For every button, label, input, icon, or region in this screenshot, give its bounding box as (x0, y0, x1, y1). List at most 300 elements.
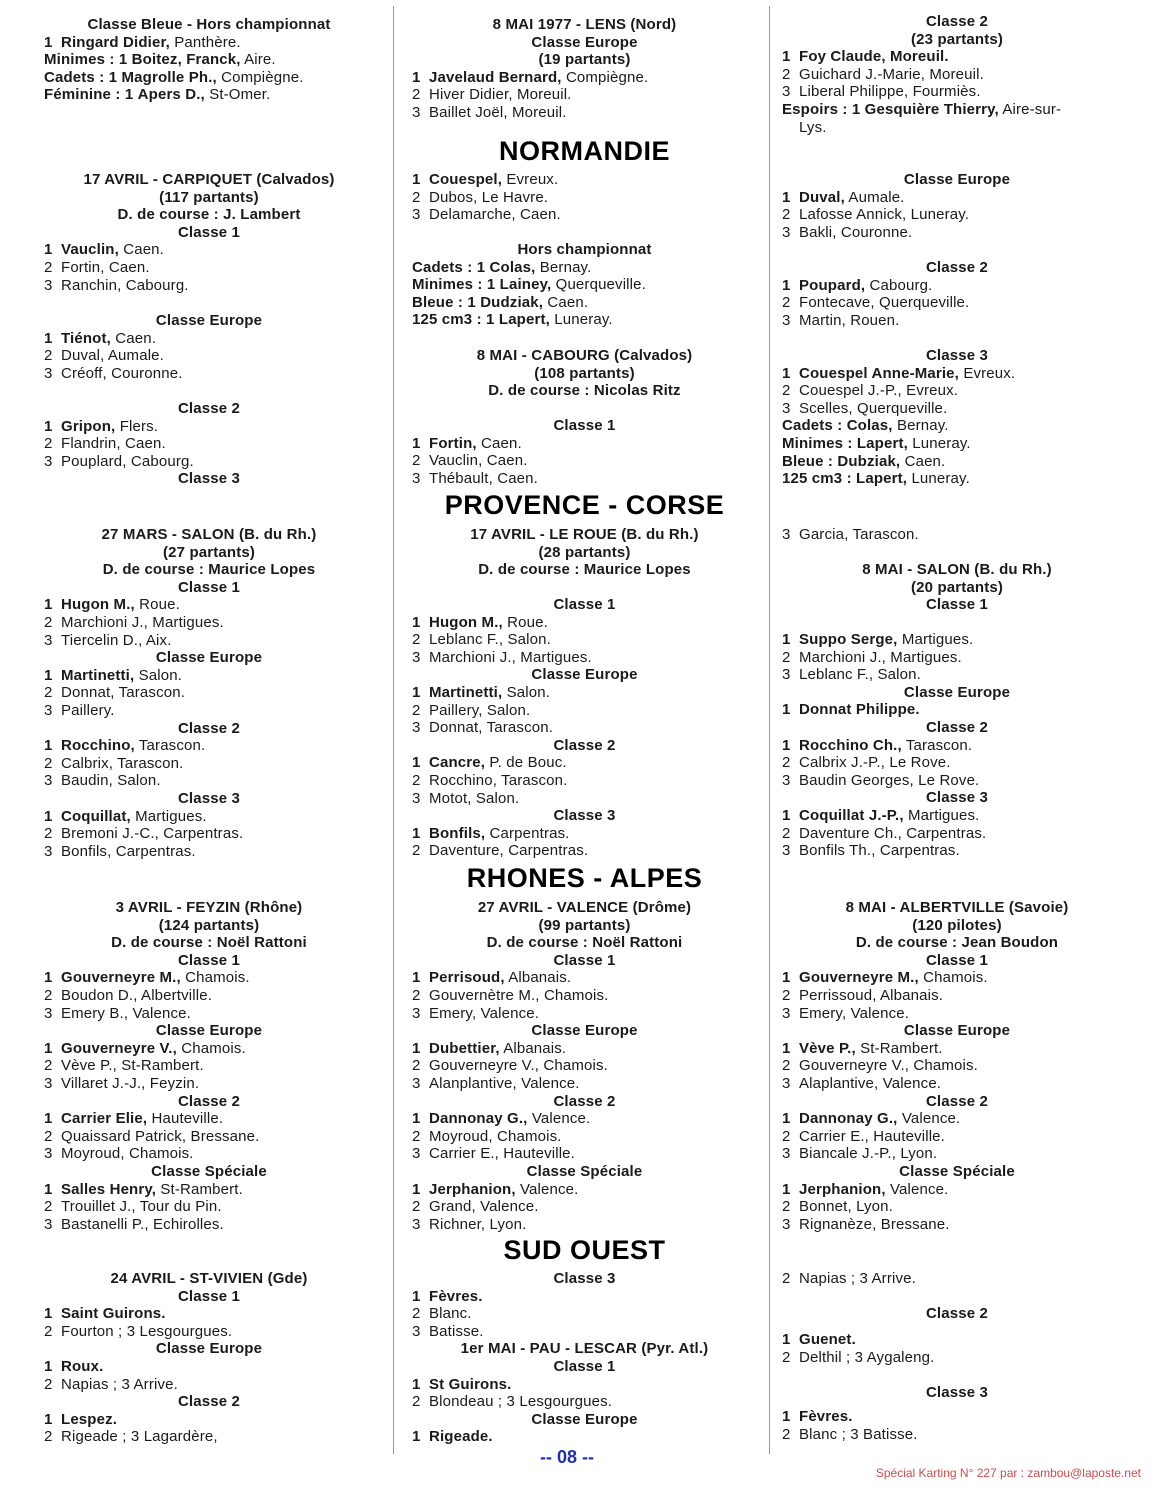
rank-number: 2 (782, 294, 791, 312)
rank-number: 1 (782, 1331, 791, 1348)
rank-number: 2 (782, 754, 791, 772)
result-row (782, 1426, 1132, 1444)
result-row (412, 1145, 757, 1163)
category-label: Espoirs : 1 (782, 100, 861, 118)
result-row (412, 987, 757, 1005)
rank-number: 1 (412, 1110, 421, 1128)
result-row (44, 684, 374, 702)
class-heading: Classe Europe (155, 649, 263, 667)
class-heading: Classe 2 (925, 1305, 989, 1322)
result-row (782, 453, 1132, 471)
category-label: Bleue : Dubziak, (782, 452, 901, 470)
driver-club: Donnat, Tarascon. (61, 684, 186, 702)
class-heading: 24 AVRIL - ST-VIVIEN (Gde) (110, 1270, 308, 1287)
result-row (44, 755, 374, 773)
class-heading: Classe 1 (553, 1357, 616, 1375)
rank-number: 1 (782, 806, 791, 824)
driver-name: Fèvres. (429, 1287, 483, 1305)
driver-club: Caen. (904, 452, 946, 470)
result-row (412, 276, 757, 294)
driver-name: Gesquière Thierry, (864, 100, 999, 118)
result-row (412, 754, 757, 772)
rank-number: 1 (412, 969, 421, 987)
driver-club: Dubos, Le Havre. (429, 188, 549, 206)
result-row (782, 1216, 1132, 1234)
driver-club: Thébault, Caen. (429, 469, 538, 487)
result-row (782, 631, 1132, 649)
result-row (782, 987, 1132, 1005)
rank-number: 1 (782, 969, 791, 987)
result-row (44, 418, 374, 436)
rank-number: 3 (782, 311, 791, 329)
driver-club: Compiègne. (565, 68, 649, 86)
driver-club: Gouverneyre V., Chamois. (429, 1057, 608, 1075)
class-heading: Classe 1 (177, 1287, 241, 1305)
rank-number: 1 (782, 736, 791, 754)
class-heading: Classe 2 (925, 1092, 989, 1110)
driver-name: Gripon, (61, 417, 116, 435)
result-block (412, 417, 757, 487)
result-row (782, 701, 1132, 719)
driver-club: P. de Bouc. (489, 754, 567, 772)
rank-number: 1 (44, 1357, 53, 1375)
rank-number: 3 (412, 648, 421, 666)
rank-number: 1 (782, 1180, 791, 1198)
driver-club: Bonfils Th., Carpentras. (799, 842, 960, 860)
driver-club: Duval, Aumale. (61, 347, 164, 365)
category-label: Minimes : Lapert, (782, 434, 908, 452)
result-row (782, 224, 1132, 242)
result-row (412, 1057, 757, 1075)
driver-name: Gouverneyre M., (61, 969, 181, 987)
class-heading: Classe Spéciale (899, 1162, 1015, 1180)
result-row (782, 825, 1132, 843)
driver-club: Leblanc F., Salon. (429, 631, 551, 649)
result-row (412, 104, 757, 122)
driver-name: Dudziak, (480, 293, 544, 311)
result-row (412, 294, 757, 312)
class-heading: Classe Europe (531, 33, 638, 51)
rank-number: 3 (782, 223, 791, 241)
class-heading: Classe Europe (903, 683, 1011, 701)
rank-number: 2 (44, 347, 53, 365)
driver-club: Tarascon. (138, 737, 206, 755)
result-row (44, 435, 374, 453)
driver-club: Chamois. (185, 969, 250, 987)
result-row (782, 1349, 1132, 1367)
class-heading: Classe 1 (553, 417, 616, 434)
driver-name: Foy Claude, Moreuil. (799, 48, 949, 66)
class-heading: D. de course : Maurice Lopes (102, 561, 316, 579)
class-heading: 8 MAI - CABOURG (Calvados) (476, 347, 693, 364)
rank-number: 3 (44, 364, 53, 382)
rank-number: 3 (44, 1074, 53, 1092)
class-heading: Classe 1 (553, 951, 616, 969)
driver-club: Leblanc F., Salon. (799, 666, 921, 684)
rank-number: 2 (44, 613, 53, 631)
result-row (412, 311, 757, 329)
driver-club: Bastanelli P., Echirolles. (61, 1215, 224, 1233)
class-heading: Classe Europe (155, 312, 263, 329)
result-row (782, 417, 1132, 435)
driver-club: Caen. (123, 241, 164, 259)
driver-name: Dubettier, (429, 1039, 500, 1057)
result-block (412, 347, 757, 400)
result-row (412, 470, 757, 488)
driver-club: Bakli, Couronne. (799, 223, 913, 241)
rank-number: 1 (412, 613, 421, 631)
result-row (782, 649, 1132, 667)
driver-club: Valence. (901, 1110, 961, 1128)
rank-number: 1 (782, 276, 791, 294)
driver-name: Saint Guirons. (61, 1305, 166, 1323)
category-label: 125 cm3 : 1 (412, 311, 495, 329)
driver-club: Blanc ; 3 Batisse. (799, 1425, 918, 1443)
class-heading: (120 pilotes) (912, 916, 1002, 934)
driver-club: Moyroud, Chamois. (429, 1127, 562, 1145)
rank-number: 2 (782, 648, 791, 666)
result-row (412, 259, 757, 277)
result-row (44, 987, 374, 1005)
column-divider (769, 6, 770, 1454)
driver-club: Luneray. (911, 470, 970, 488)
result-row (412, 649, 757, 667)
rank-number: 2 (44, 986, 53, 1004)
rank-number: 2 (782, 824, 791, 842)
rank-number: 3 (44, 1145, 53, 1163)
result-row (782, 1005, 1132, 1023)
rank-number: 2 (412, 188, 421, 206)
rank-number: 3 (782, 83, 791, 101)
driver-name: Rocchino, (61, 737, 135, 755)
result-row (44, 1323, 374, 1341)
driver-club: Aumale. (848, 188, 905, 206)
driver-club: Guichard J.-Marie, Moreuil. (799, 65, 984, 83)
driver-club: Evreux. (963, 364, 1016, 382)
result-row (44, 596, 374, 614)
region-title: PROVENCE - CORSE (444, 490, 725, 520)
driver-club: St-Rambert. (860, 1039, 943, 1057)
result-block (782, 1305, 1132, 1323)
rank-number: 3 (44, 701, 53, 719)
result-row (44, 1005, 374, 1023)
driver-club: Flandrin, Caen. (61, 435, 166, 453)
driver-club: Créoff, Couronne. (61, 364, 183, 382)
result-row (44, 843, 374, 861)
driver-club: Vève P., St-Rambert. (61, 1057, 204, 1075)
driver-club: Baillet Joël, Moreuil. (429, 103, 567, 121)
result-row (782, 365, 1132, 383)
rank-number: 2 (412, 771, 421, 789)
class-heading: Classe 2 (925, 13, 989, 30)
rank-number: 1 (44, 1410, 53, 1428)
driver-name: Guenet. (799, 1331, 856, 1348)
class-heading: Classe 2 (925, 259, 989, 276)
driver-club: Albanais. (508, 969, 572, 987)
driver-name: Vève P., (799, 1039, 856, 1057)
category-label: Cadets : Colas, (782, 417, 893, 435)
rank-number: 2 (44, 684, 53, 702)
driver-name: Perrisoud, (429, 969, 505, 987)
driver-club: Calbrix J.-P., Le Rove. (799, 754, 951, 772)
class-heading: Classe 1 (553, 596, 616, 613)
class-heading: Classe 2 (177, 719, 241, 737)
class-heading: Classe 1 (177, 951, 241, 969)
driver-name: Colas, (489, 258, 536, 276)
result-row (44, 277, 374, 295)
result-block (782, 1331, 1132, 1366)
driver-club: Paillery. (61, 701, 115, 719)
result-block (782, 899, 1132, 1233)
rank-number: 2 (44, 258, 53, 276)
driver-name: Martinetti, (429, 683, 503, 701)
class-heading: Classe 2 (177, 1092, 241, 1110)
driver-name: Martinetti, (61, 666, 135, 684)
result-row (44, 808, 374, 826)
driver-club: Trouillet J., Tour du Pin. (61, 1198, 222, 1216)
rank-number: 2 (44, 1375, 53, 1393)
rank-number: 3 (412, 1074, 421, 1092)
result-row (44, 34, 374, 52)
driver-name: Hugon M., (61, 596, 135, 614)
driver-name: Magrolle Ph., (121, 68, 217, 86)
result-row (412, 206, 757, 224)
result-row (412, 171, 757, 189)
result-row (412, 1305, 757, 1323)
class-heading: Classe Europe (903, 171, 1011, 188)
driver-club: Martigues. (901, 631, 974, 648)
rank-number: 2 (412, 86, 421, 104)
driver-name: Jerphanion, (799, 1180, 886, 1198)
result-row (412, 702, 757, 720)
driver-club: Cabourg. (869, 276, 933, 294)
driver-name: Donnat Philippe. (799, 701, 920, 719)
driver-name: Carrier Elie, (61, 1110, 148, 1128)
rank-number: 3 (412, 206, 421, 224)
result-row (782, 48, 1132, 66)
result-row (412, 1110, 757, 1128)
class-heading: Classe Europe (531, 666, 638, 684)
driver-club: Napias ; 3 Arrive. (61, 1375, 178, 1393)
result-row (44, 69, 374, 87)
driver-club: Boudon D., Albertville. (61, 986, 213, 1004)
result-row (412, 684, 757, 702)
driver-club: Hiver Didier, Moreuil. (429, 86, 572, 104)
class-heading: D. de course : Noël Rattoni (111, 934, 307, 952)
result-row (44, 1110, 374, 1128)
driver-club: Bonfils, Carpentras. (61, 842, 196, 860)
driver-name: Bonfils, (429, 824, 486, 842)
result-row (412, 1005, 757, 1023)
result-row (782, 969, 1132, 987)
driver-club: Panthère. (174, 33, 241, 51)
driver-name: St Guirons. (429, 1375, 512, 1393)
rank-number: 2 (782, 382, 791, 400)
result-row (44, 702, 374, 720)
rank-number: 2 (782, 1127, 791, 1145)
result-row (44, 365, 374, 383)
result-row (44, 1216, 374, 1234)
result-row (412, 452, 757, 470)
result-block (782, 526, 1132, 544)
rank-number: 1 (44, 969, 53, 987)
rank-number: 3 (412, 1215, 421, 1233)
category-label: Minimes : 1 (412, 276, 496, 294)
driver-club: Lafosse Annick, Luneray. (799, 206, 970, 224)
driver-club: Motot, Salon. (429, 789, 520, 807)
driver-club: Albanais. (503, 1039, 567, 1057)
result-row (44, 51, 374, 69)
rank-number: 2 (412, 631, 421, 649)
rank-number: 1 (412, 1375, 421, 1393)
rank-number: 1 (782, 631, 791, 648)
driver-name: Fortin, (429, 434, 477, 452)
driver-club: Bonnet, Lyon. (799, 1198, 893, 1216)
rank-number: 1 (412, 683, 421, 701)
driver-name: Poupard, (799, 276, 866, 294)
class-heading: Classe 3 (925, 789, 989, 807)
rank-number: 2 (44, 1428, 53, 1446)
result-block (412, 1270, 757, 1446)
driver-name: Rocchino Ch., (799, 736, 902, 754)
result-row (782, 754, 1132, 772)
driver-club: Marchioni J., Martigues. (799, 648, 962, 666)
driver-club: Garcia, Tarascon. (799, 526, 919, 543)
class-heading: 17 AVRIL - CARPIQUET (Calvados) (83, 171, 335, 188)
class-heading: Classe 1 (925, 596, 989, 614)
rank-number: 2 (412, 1198, 421, 1216)
rank-number: 1 (412, 171, 421, 188)
driver-club: Roue. (507, 613, 548, 631)
result-row (44, 1358, 374, 1376)
continuation-line: Lys. (799, 118, 827, 136)
driver-club: Martin, Rouen. (799, 311, 900, 329)
class-heading: 27 MARS - SALON (B. du Rh.) (101, 526, 317, 543)
rank-number: 3 (44, 452, 53, 470)
rank-number: 1 (412, 1039, 421, 1057)
class-heading: Hors championnat (517, 241, 652, 258)
rank-number: 3 (782, 526, 791, 543)
driver-club: Emery B., Valence. (61, 1004, 191, 1022)
result-row (412, 1323, 757, 1341)
driver-name: Boitez, Franck, (131, 51, 241, 69)
rank-number: 3 (44, 1215, 53, 1233)
driver-club: Couespel J.-P., Evreux. (799, 382, 959, 400)
driver-club: Carrier E., Hauteville. (429, 1145, 575, 1163)
rank-number: 1 (44, 1110, 53, 1128)
result-row (44, 614, 374, 632)
result-row (782, 294, 1132, 312)
result-row (44, 1145, 374, 1163)
driver-club: Liberal Philippe, Fourmiès. (799, 83, 981, 101)
driver-club: Richner, Lyon. (429, 1215, 527, 1233)
class-heading: Classe Spéciale (151, 1162, 267, 1180)
class-heading: Classe Europe (531, 1410, 638, 1428)
rank-number: 2 (44, 1057, 53, 1075)
result-block (782, 1408, 1132, 1443)
driver-name: Gouverneyre M., (799, 969, 919, 987)
rank-number: 1 (782, 701, 791, 719)
driver-club: Daventure, Carpentras. (429, 842, 589, 860)
rank-number: 1 (44, 1180, 53, 1198)
driver-club: Fortin, Caen. (61, 258, 150, 276)
rank-number: 2 (412, 842, 421, 860)
rank-number: 1 (44, 666, 53, 684)
driver-name: Roux. (61, 1357, 104, 1375)
driver-club: Alaplantive, Valence. (799, 1074, 942, 1092)
result-row (412, 1216, 757, 1234)
class-heading: 3 AVRIL - FEYZIN (Rhône) (115, 899, 303, 916)
result-block (44, 171, 374, 294)
result-row (44, 1075, 374, 1093)
result-row (782, 1408, 1132, 1426)
driver-club: Emery, Valence. (429, 1004, 540, 1022)
result-row (782, 1331, 1132, 1349)
rank-number: 3 (782, 1004, 791, 1022)
result-row (782, 1110, 1132, 1128)
rank-number: 1 (44, 737, 53, 755)
result-row (44, 1128, 374, 1146)
rank-number: 2 (412, 1057, 421, 1075)
driver-club: Gouvernètre M., Chamois. (429, 986, 609, 1004)
rank-number: 3 (412, 103, 421, 121)
rank-number: 3 (782, 666, 791, 684)
result-block (412, 241, 757, 329)
result-row (44, 330, 374, 348)
region-title: SUD OUEST (503, 1235, 666, 1265)
class-heading: Classe 3 (925, 347, 989, 364)
result-row (782, 312, 1132, 330)
rank-number: 1 (412, 1428, 421, 1446)
result-row (782, 189, 1132, 207)
rank-number: 2 (44, 1322, 53, 1340)
class-heading: Classe Europe (155, 1022, 263, 1040)
result-row (412, 1075, 757, 1093)
rank-number: 2 (412, 1127, 421, 1145)
rank-number: 3 (44, 276, 53, 294)
rank-number: 1 (44, 1305, 53, 1323)
result-row (782, 400, 1132, 418)
driver-club: Blanc. (429, 1305, 472, 1323)
result-row (782, 737, 1132, 755)
class-heading: D. de course : Nicolas Ritz (488, 382, 681, 400)
rank-number: 2 (782, 1270, 791, 1287)
rank-number: 1 (44, 1039, 53, 1057)
rank-number: 3 (782, 399, 791, 417)
result-block (44, 1270, 374, 1446)
result-row (412, 790, 757, 808)
driver-name: Couespel, (429, 171, 503, 188)
driver-name: Tiénot, (61, 329, 111, 347)
result-row (44, 772, 374, 790)
result-row (782, 1181, 1132, 1199)
driver-club: Caen. (481, 434, 522, 452)
rank-number: 3 (782, 771, 791, 789)
class-heading: Classe 1 (177, 578, 241, 596)
rank-number: 2 (44, 1198, 53, 1216)
driver-name: Fèvres. (799, 1408, 853, 1425)
class-heading: Classe 2 (925, 718, 989, 736)
result-row (412, 1198, 757, 1216)
class-heading: (124 partants) (158, 916, 260, 934)
driver-club: Bernay. (539, 258, 592, 276)
class-heading: (99 partants) (538, 916, 631, 934)
rank-number: 2 (44, 435, 53, 453)
driver-club: Delamarche, Caen. (429, 206, 561, 224)
rank-number: 2 (782, 206, 791, 224)
rank-number: 1 (782, 48, 791, 66)
driver-club: Fourton ; 3 Lesgourgues. (61, 1322, 233, 1340)
